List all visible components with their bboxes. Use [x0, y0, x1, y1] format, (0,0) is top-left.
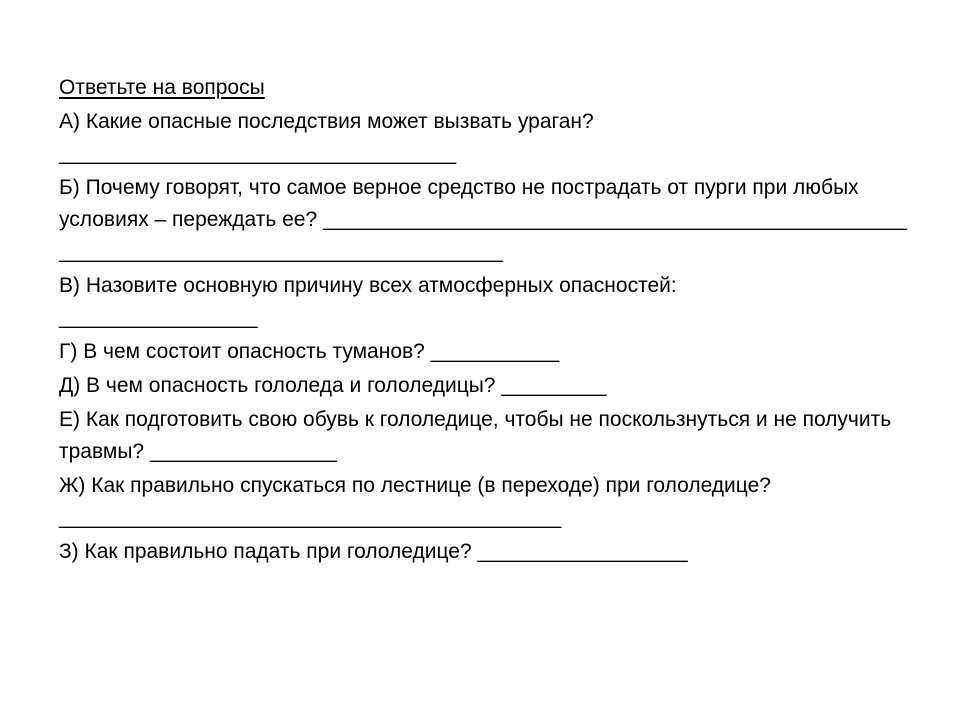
question-zh-text: Ж) Как правильно спускаться по лестнице (в переходе) при гололедице? — [59, 474, 771, 497]
question-a-answer-line: __________________________________ — [59, 142, 457, 165]
question-v — [59, 270, 909, 334]
question-b — [59, 172, 909, 268]
question-e — [59, 404, 909, 468]
question-zh — [59, 470, 909, 534]
question-z-text: З) Как правильно падать при гололедице? — [59, 540, 472, 563]
question-a — [59, 106, 909, 170]
question-v-text: В) Назовите основную причину всех атмосферных опасностей: — [59, 274, 677, 297]
worksheet-content — [59, 72, 909, 568]
question-d-answer-line: _________ — [501, 374, 607, 397]
question-zh-answer-line: ___________________________________________ — [59, 506, 562, 529]
worksheet-heading: Ответьте на вопросы — [59, 76, 265, 99]
question-z-answer-line: __________________ — [477, 540, 688, 563]
question-g-answer-line: ___________ — [430, 340, 560, 363]
question-g-text: Г) В чем состоит опасность туманов? — [59, 340, 425, 363]
question-d — [59, 370, 909, 402]
question-g — [59, 336, 909, 368]
question-b-answer-line: ________________________________________________________________________________________ — [59, 208, 907, 263]
question-b-text: Б) Почему говорят, что самое верное средство не пострадать от пурги при любых условиях – переждать ее? — [59, 176, 865, 231]
question-e-answer-line: ________________ — [149, 440, 337, 463]
question-a-text: А) Какие опасные последствия может вызвать ураган? — [59, 110, 594, 133]
question-z — [59, 536, 909, 568]
question-v-answer-line: _________________ — [59, 306, 258, 329]
question-d-text: Д) В чем опасность гололеда и гололедицы? — [59, 374, 496, 397]
question-e-text: Е) Как подготовить свою обувь к гололедице, чтобы не поскользнуться и не получить травмы? — [59, 408, 898, 463]
